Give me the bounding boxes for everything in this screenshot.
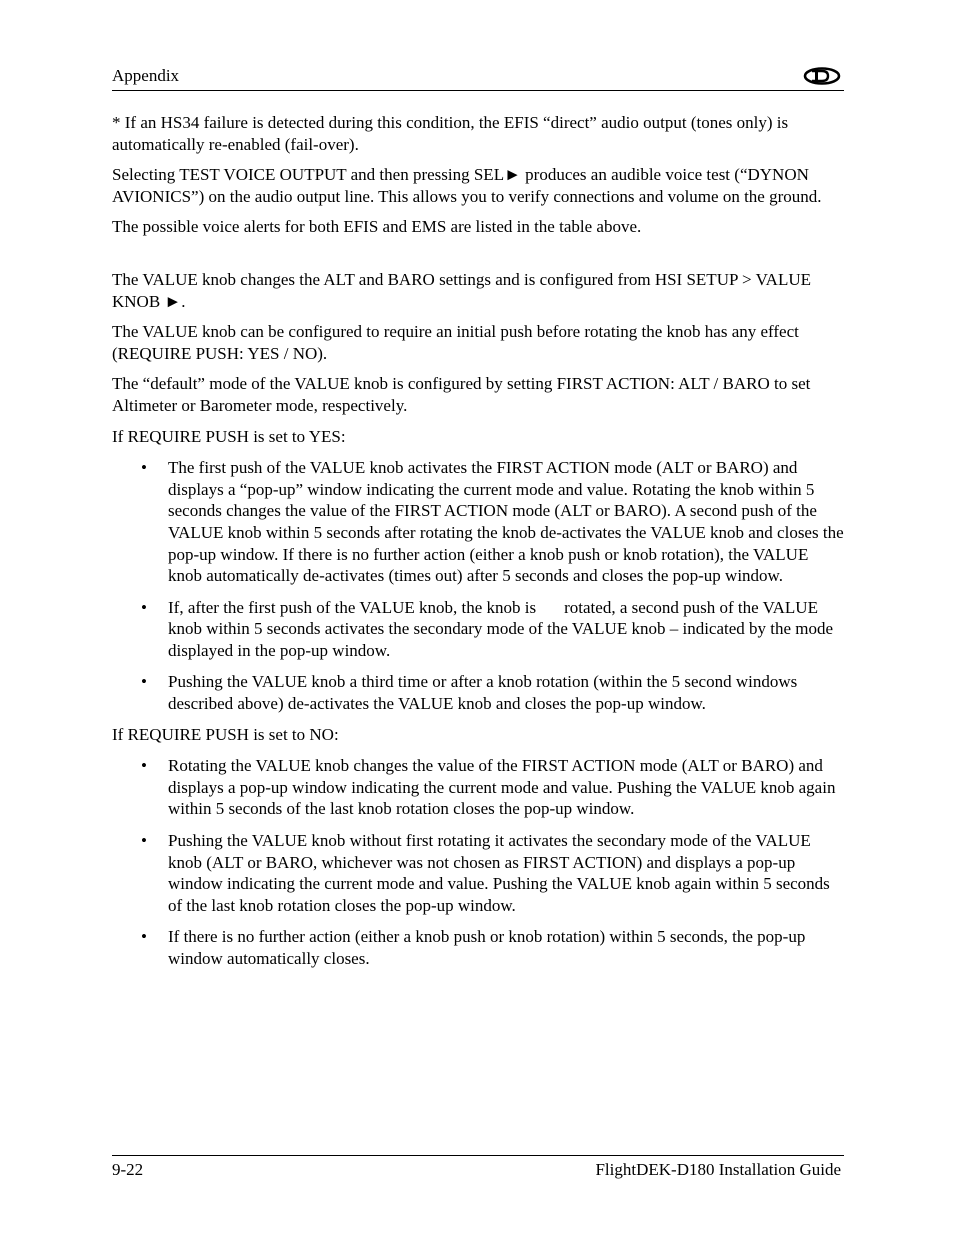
document-body [112,112,844,970]
page-header [112,64,844,91]
list-item [112,755,844,820]
bullet-icon: • [141,672,147,692]
paragraph-test-voice: Selecting TEST VOICE OUTPUT and then pressing SEL► produces an audible voice test (“DYNON AVIONICS”) on the audio output line. This allows you to verify connections and volume on the ground. [112,165,822,206]
page-number: 9-22 [112,1160,144,1179]
paragraph-require-push: The VALUE knob can be configured to require an initial push before rotating the knob has any effect (REQUIRE PUSH: YES / NO). [112,322,799,363]
bullet-icon: • [141,831,147,851]
paragraph-require-push-yes: If REQUIRE PUSH is set to YES: [112,426,346,446]
require-push-yes-list [112,457,844,715]
require-push-no-list [112,755,844,969]
document-title: FlightDEK-D180 Installation Guide [595,1160,841,1179]
list-item-text: Pushing the VALUE knob without first rotating it activates the secondary mode of the VALUE knob (ALT or BARO, whichever was not chosen as FIRST ACTION) and displays a pop-up window indicating the current mode and value. Pushing the VALUE knob again within 5 seconds of the last knob rotation closes the pop-up window. [168,831,830,915]
bullet-icon: • [141,597,147,617]
paragraph-default-mode: The “default” mode of the VALUE knob is configured by setting FIRST ACTION: ALT / BARO to set Altimeter or Barometer mode, respectively. [112,374,811,415]
list-item [112,457,844,587]
list-item-text: rotated, a second push of the VALUE knob within 5 seconds activates the secondary mode of the VALUE knob – indicated by the mode displayed in the pop-up window. [168,597,834,660]
list-item-text: The first push of the VALUE knob activates the FIRST ACTION mode (ALT or BARO) and displays a “pop-up” window indicating the current mode and value. Rotating the knob within 5 seconds changes the value of the FIRST ACTION mode (ALT or BARO). A second push of the VALUE knob within 5 seconds after rotating the knob de-activates the VALUE knob and closes the pop-up window. If there is no further action (either a knob push or knob rotation), the VALUE knob automatically de-activates (times out) after 5 seconds and closes the pop-up window. [168,458,844,586]
list-item [112,671,844,714]
header-title: Appendix [112,66,180,85]
list-item [112,597,844,662]
list-item-text: Pushing the VALUE knob a third time or after a knob rotation (within the 5 second windows described above) de-activates the VALUE knob and closes the pop-up window. [168,672,798,714]
page-footer [112,1155,844,1184]
paragraph-voice-alerts: The possible voice alerts for both EFIS and EMS are listed in the table above. [112,217,642,237]
paragraph-value-knob-intro: The VALUE knob changes the ALT and BARO settings and is configured from HSI SETUP > VALUE KNOB ►. [112,269,811,311]
bullet-icon: • [141,458,147,478]
list-item-text: If, after the first push of the VALUE knob, the knob is [168,597,537,617]
dynon-logo-icon [802,66,842,86]
paragraph-require-push-no: If REQUIRE PUSH is set to NO: [112,724,339,744]
bullet-icon: • [141,927,147,947]
list-item-text: If there is no further action (either a knob push or knob rotation) within 5 seconds, the pop-up window automatically closes. [168,927,806,968]
bullet-icon: • [141,756,147,776]
list-item-text: Rotating the VALUE knob changes the value of the FIRST ACTION mode (ALT or BARO) and displays a pop-up window indicating the current mode and value. Pushing the VALUE knob again within 5 seconds of the last knob rotation closes the pop-up window. [168,756,836,819]
list-item [112,926,844,969]
paragraph-hs34-failover: * If an HS34 failure is detected during this condition, the EFIS “direct” audio output (tones only) is automatically re-enabled (fail-over). [112,113,789,154]
list-item [112,830,844,916]
